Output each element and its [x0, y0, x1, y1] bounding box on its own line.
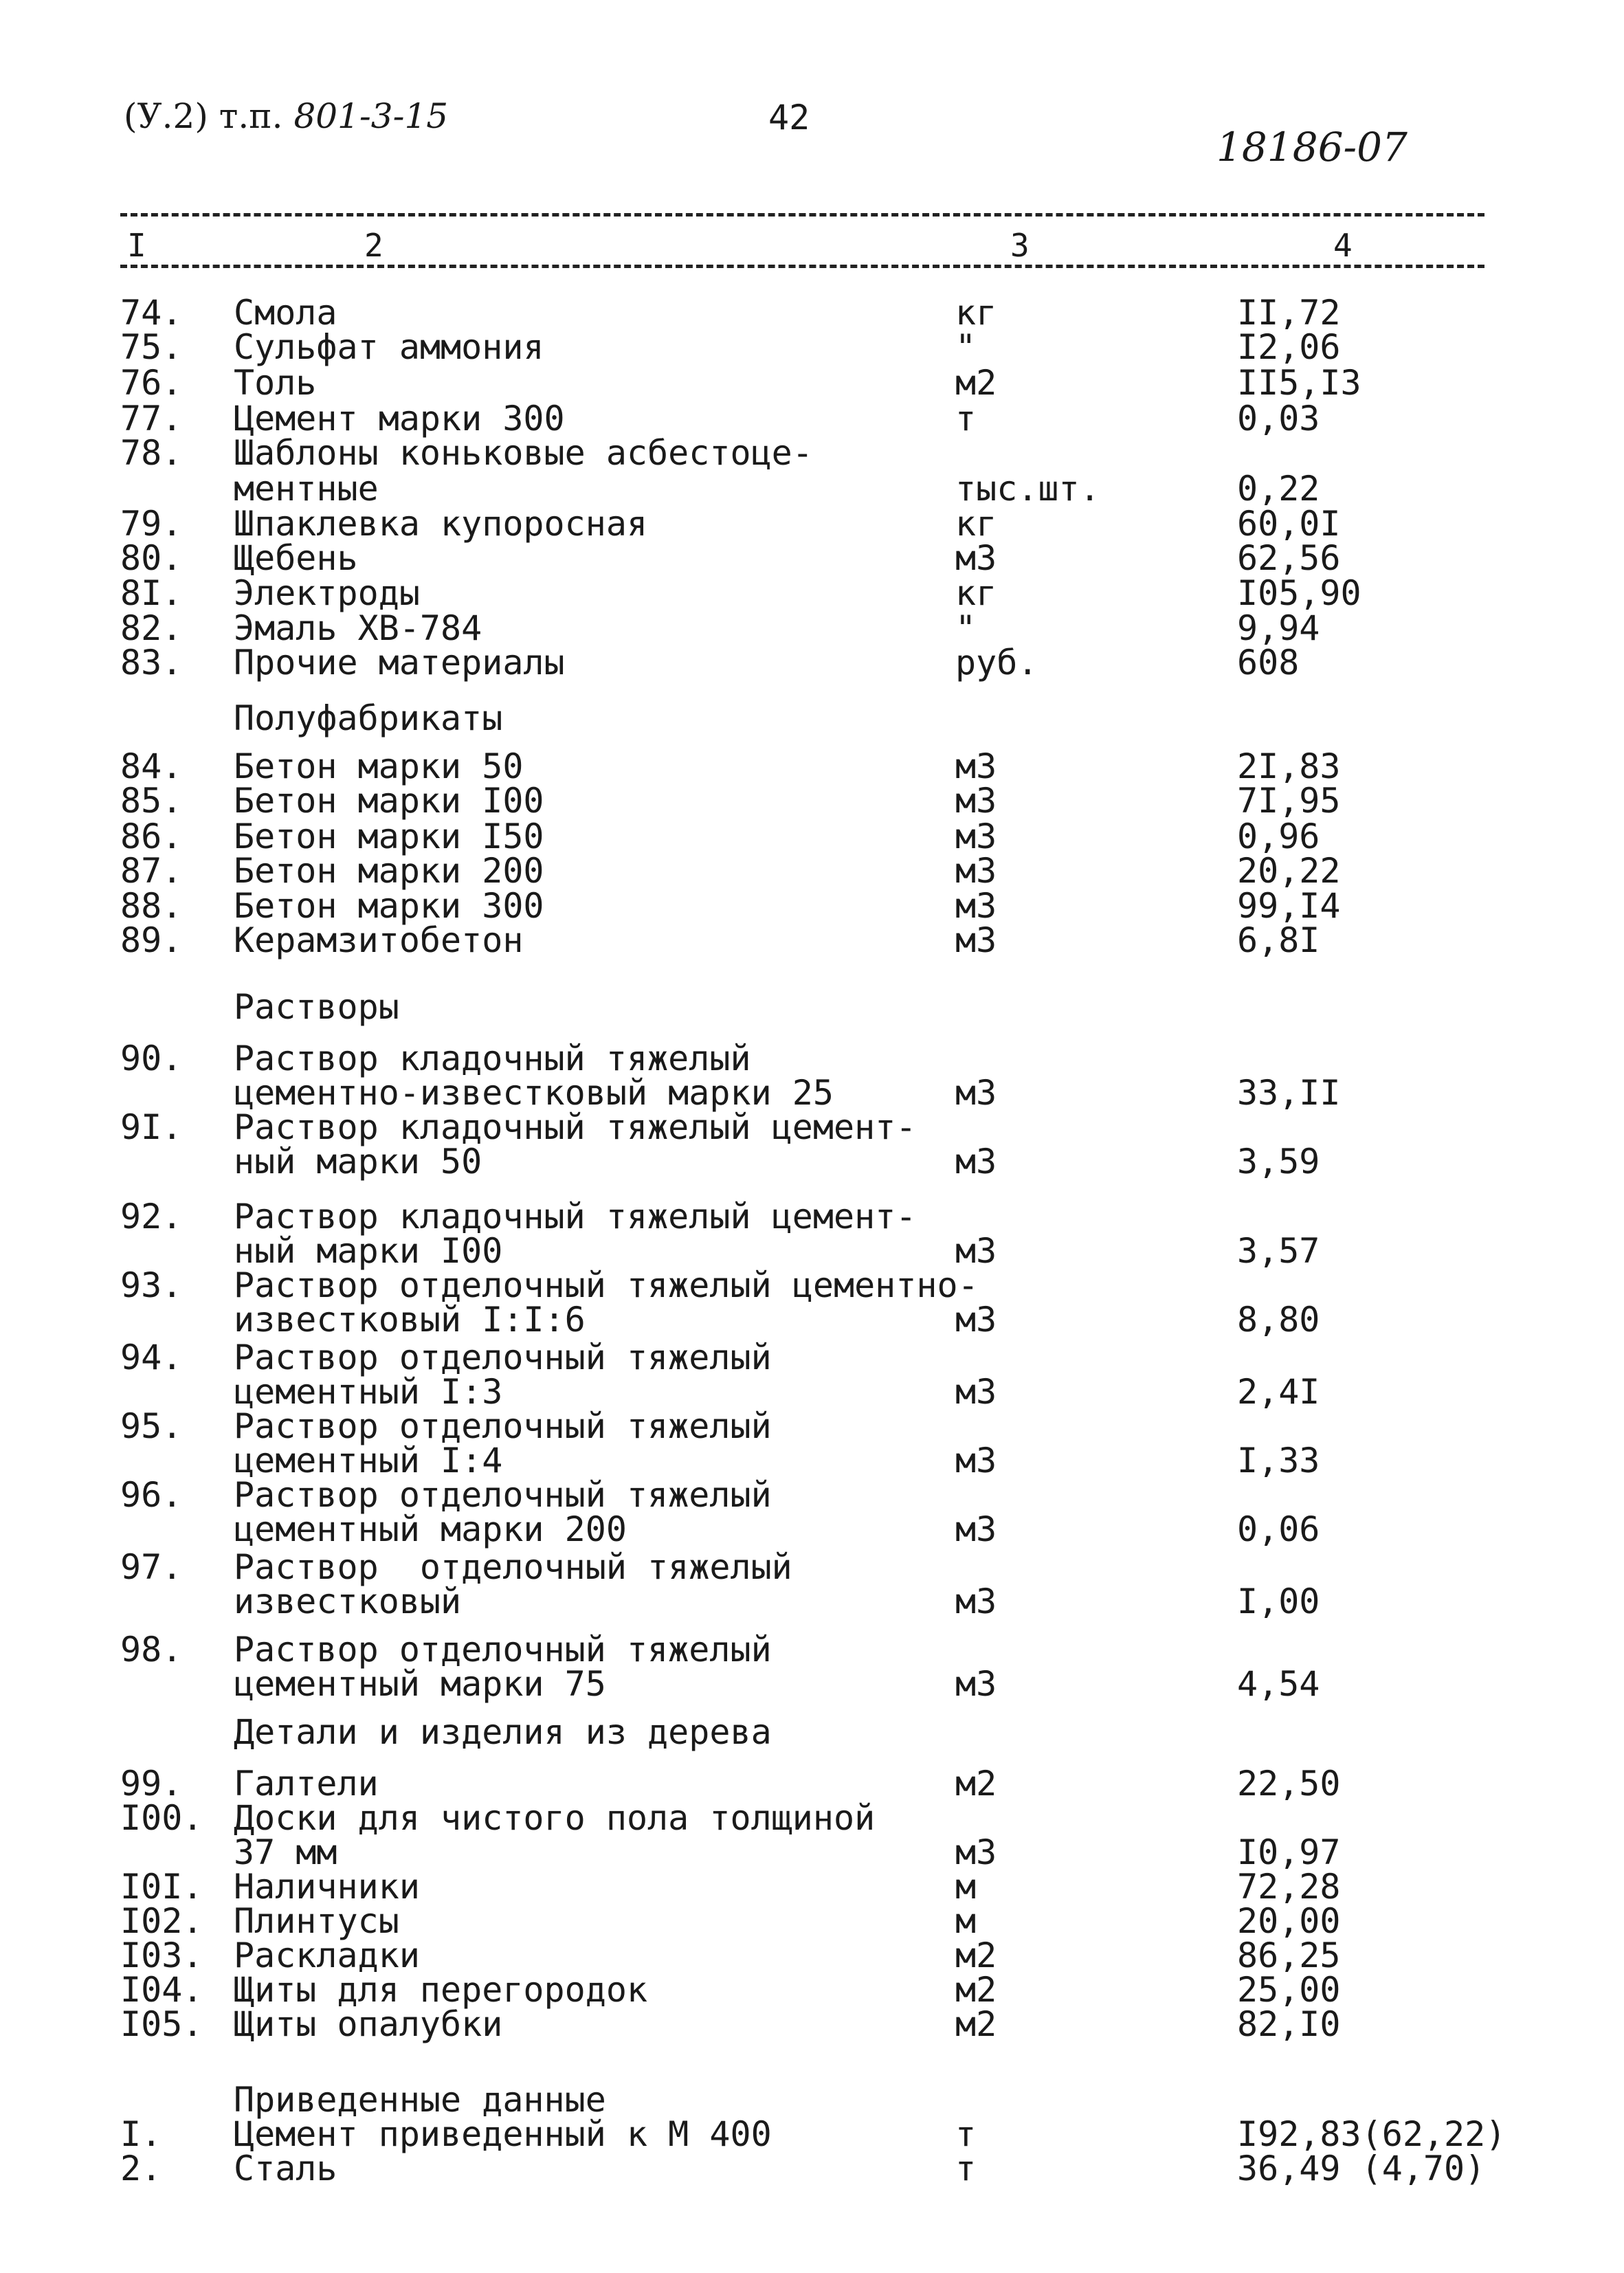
material-name: 37 мм [234, 1832, 337, 1872]
quantity: 86,25 [1237, 1936, 1341, 1975]
row-number: I02. [120, 1901, 203, 1941]
row-number: 90. [120, 1039, 183, 1078]
document-reference [124, 96, 448, 136]
quantity: 20,00 [1237, 1901, 1341, 1941]
unit: м2 [955, 363, 997, 403]
unit: м3 [955, 1142, 997, 1182]
material-name: ный марки 50 [234, 1142, 482, 1182]
material-name: цементный марки 200 [234, 1509, 627, 1549]
material-name: Раствор отделочный тяжелый цементно- [234, 1265, 979, 1305]
material-name: Раскладки [234, 1936, 420, 1975]
row-number: 77. [120, 399, 183, 439]
section-heading-reduced-data: Приведенные данные [234, 2080, 606, 2120]
quantity: 0,03 [1237, 399, 1320, 439]
unit: м2 [955, 1764, 997, 1804]
unit: м3 [955, 746, 997, 786]
material-name: Щебень [234, 538, 358, 578]
material-name: Щиты опалубки [234, 2004, 503, 2044]
quantity: 22,50 [1237, 1764, 1341, 1804]
material-name: ный марки I00 [234, 1231, 503, 1271]
row-number: 94. [120, 1338, 183, 1377]
row-number: 92. [120, 1197, 183, 1237]
unit: " [955, 327, 977, 367]
row-number: 98. [120, 1630, 183, 1670]
material-name: цементный марки 75 [234, 1664, 606, 1704]
quantity: 72,28 [1237, 1867, 1341, 1907]
page-number: 42 [768, 98, 810, 137]
quantity: 2I,83 [1237, 746, 1341, 786]
material-name: Наличники [234, 1867, 420, 1907]
quantity: I,00 [1237, 1582, 1320, 1621]
quantity: 36,49 (4,70) [1237, 2149, 1486, 2188]
unit: " [955, 608, 977, 648]
unit: м2 [955, 1936, 997, 1975]
unit: м3 [955, 886, 997, 926]
unit: т [955, 2114, 977, 2154]
document-number: 18186-07 [1216, 124, 1408, 170]
unit: м3 [955, 920, 997, 960]
quantity: 4,54 [1237, 1664, 1320, 1704]
row-number: 99. [120, 1764, 183, 1804]
quantity: 62,56 [1237, 538, 1341, 578]
material-name: цементный I:3 [234, 1372, 503, 1412]
quantity: 33,II [1237, 1073, 1341, 1113]
material-name: ментные [234, 469, 379, 509]
unit: тыс.шт. [955, 469, 1100, 509]
material-name: известковый [234, 1582, 462, 1621]
row-number: 97. [120, 1547, 183, 1587]
unit: м3 [955, 1582, 997, 1621]
material-name: Смола [234, 293, 337, 333]
column-header-2: 2 [364, 227, 383, 264]
quantity: 2,4I [1237, 1372, 1320, 1412]
quantity: I0,97 [1237, 1832, 1341, 1872]
material-name: Сульфат аммония [234, 327, 544, 367]
quantity: I,33 [1237, 1441, 1320, 1481]
unit: м3 [955, 1372, 997, 1412]
document-reference-handwritten: 801-3-15 [293, 96, 449, 136]
unit: м2 [955, 2004, 997, 2044]
quantity: 3,57 [1237, 1231, 1320, 1271]
quantity: 20,22 [1237, 851, 1341, 891]
quantity: 6,8I [1237, 920, 1320, 960]
row-number: 93. [120, 1265, 183, 1305]
material-name: Бетон марки 200 [234, 851, 544, 891]
material-name: Электроды [234, 573, 420, 613]
unit: м2 [955, 1970, 997, 2010]
unit: м3 [955, 1664, 997, 1704]
unit: кг [955, 573, 997, 613]
material-name: Бетон марки 50 [234, 746, 524, 786]
document-reference-prefix: (У.2) т.п. [124, 96, 283, 136]
row-number: 79. [120, 504, 183, 544]
dashed-rule-header [120, 265, 1484, 268]
unit: кг [955, 293, 997, 333]
row-number: 86. [120, 817, 183, 856]
row-number: 74. [120, 293, 183, 333]
row-number: I04. [120, 1970, 203, 2010]
material-name: Раствор отделочный тяжелый [234, 1338, 772, 1377]
material-name: Толь [234, 363, 317, 403]
row-number: I05. [120, 2004, 203, 2044]
material-name: Цемент марки 300 [234, 399, 565, 439]
material-name: Раствор отделочный тяжелый [234, 1547, 792, 1587]
section-heading-wood-parts: Детали и изделия из дерева [234, 1712, 772, 1752]
quantity: 608 [1237, 643, 1300, 683]
unit: м3 [955, 781, 997, 821]
material-name: Шпаклевка купоросная [234, 504, 648, 544]
quantity: 0,22 [1237, 469, 1320, 509]
material-name: Раствор отделочный тяжелый [234, 1406, 772, 1446]
row-number: 87. [120, 851, 183, 891]
row-number: I. [120, 2114, 162, 2154]
row-number: 80. [120, 538, 183, 578]
quantity: 60,0I [1237, 504, 1341, 544]
row-number: 9I. [120, 1107, 183, 1147]
material-name: Керамзитобетон [234, 920, 524, 960]
quantity: I05,90 [1237, 573, 1361, 613]
row-number: 83. [120, 643, 183, 683]
row-number: 8I. [120, 573, 183, 613]
unit: м3 [955, 1300, 997, 1340]
material-name: Раствор кладочный тяжелый цемент- [234, 1107, 917, 1147]
material-name: Раствор кладочный тяжелый цемент- [234, 1197, 917, 1237]
unit: м3 [955, 817, 997, 856]
unit: м3 [955, 851, 997, 891]
column-header-4: 4 [1333, 227, 1353, 264]
row-number: I00. [120, 1798, 203, 1838]
material-name: Шаблоны коньковые асбестоце- [234, 433, 813, 473]
quantity: I92,83(62,22) [1237, 2114, 1506, 2154]
material-name: Доски для чистого пола толщиной [234, 1798, 876, 1838]
unit: м3 [955, 1073, 997, 1113]
row-number: 76. [120, 363, 183, 403]
material-name: Раствор отделочный тяжелый [234, 1630, 772, 1670]
material-name: Эмаль ХВ-784 [234, 608, 482, 648]
row-number: 84. [120, 746, 183, 786]
material-name: Прочие материалы [234, 643, 565, 683]
material-name: Бетон марки 300 [234, 886, 544, 926]
quantity: I2,06 [1237, 327, 1341, 367]
row-number: 82. [120, 608, 183, 648]
unit: руб. [955, 643, 1038, 683]
quantity: 3,59 [1237, 1142, 1320, 1182]
section-heading-semifinished: Полуфабрикаты [234, 698, 503, 738]
row-number: 2. [120, 2149, 162, 2188]
quantity: 9,94 [1237, 608, 1320, 648]
quantity: II,72 [1237, 293, 1341, 333]
row-number: 88. [120, 886, 183, 926]
column-header-3: 3 [1010, 227, 1030, 264]
quantity: 0,06 [1237, 1509, 1320, 1549]
unit: м [955, 1901, 977, 1941]
unit: м3 [955, 1441, 997, 1481]
material-name: Галтели [234, 1764, 379, 1804]
unit: т [955, 2149, 977, 2188]
row-number: I03. [120, 1936, 203, 1975]
quantity: 99,I4 [1237, 886, 1341, 926]
material-name: Раствор отделочный тяжелый [234, 1475, 772, 1515]
unit: м [955, 1867, 977, 1907]
quantity: 7I,95 [1237, 781, 1341, 821]
material-name: известковый I:I:6 [234, 1300, 586, 1340]
material-name: Щиты для перегородок [234, 1970, 648, 2010]
row-number: 78. [120, 433, 183, 473]
quantity: 82,I0 [1237, 2004, 1341, 2044]
material-name: Бетон марки I50 [234, 817, 544, 856]
column-header-1: I [127, 227, 146, 264]
unit: м3 [955, 1832, 997, 1872]
quantity: 8,80 [1237, 1300, 1320, 1340]
unit: м3 [955, 1231, 997, 1271]
row-number: I0I. [120, 1867, 203, 1907]
unit: кг [955, 504, 997, 544]
section-heading-mortars: Растворы [234, 987, 399, 1027]
quantity: II5,I3 [1237, 363, 1361, 403]
material-name: Раствор кладочный тяжелый [234, 1039, 751, 1078]
row-number: 85. [120, 781, 183, 821]
dashed-rule-top [120, 213, 1484, 217]
material-name: Плинтусы [234, 1901, 399, 1941]
row-number: 96. [120, 1475, 183, 1515]
material-name: цементный I:4 [234, 1441, 503, 1481]
material-name: цементно-известковый марки 25 [234, 1073, 834, 1113]
material-name: Цемент приведенный к М 400 [234, 2114, 772, 2154]
unit: м3 [955, 538, 997, 578]
row-number: 89. [120, 920, 183, 960]
unit: м3 [955, 1509, 997, 1549]
row-number: 95. [120, 1406, 183, 1446]
quantity: 25,00 [1237, 1970, 1341, 2010]
material-name: Бетон марки I00 [234, 781, 544, 821]
unit: т [955, 399, 977, 439]
quantity: 0,96 [1237, 817, 1320, 856]
material-name: Сталь [234, 2149, 337, 2188]
row-number: 75. [120, 327, 183, 367]
